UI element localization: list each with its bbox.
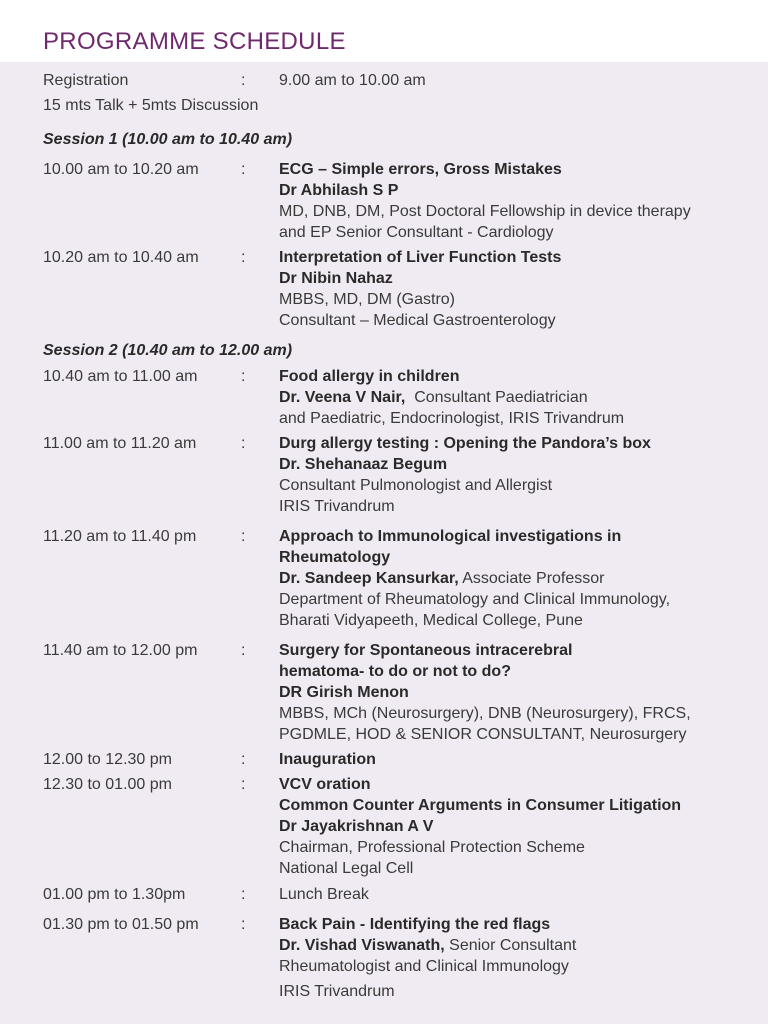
item-detail: [279, 749, 749, 770]
item-detail: [279, 433, 749, 517]
item-detail-line: IRIS Trivandrum: [279, 498, 395, 515]
item-topic: hematoma- to do or not to do?: [279, 663, 511, 680]
item-detail: [279, 159, 749, 243]
item-detail-line: Consultant Pulmonologist and Allergist: [279, 477, 553, 494]
item-topic: Food allergy in children: [279, 368, 460, 385]
item-colon: :: [241, 368, 246, 385]
item-plain-text: Lunch Break: [279, 886, 369, 903]
item-detail-line: and EP Senior Consultant - Cardiology: [279, 224, 554, 241]
item-detail: [279, 640, 749, 745]
item-time: 01.30 pm to 01.50 pm: [43, 916, 199, 933]
item-detail-line: IRIS Trivandrum: [279, 983, 395, 1000]
item-colon: :: [241, 751, 246, 768]
item-colon: :: [241, 776, 246, 793]
item-detail-line: MBBS, MD, DM (Gastro): [279, 291, 456, 308]
item-topic: Durg allergy testing : Opening the Pandora’s box: [279, 435, 651, 452]
session-2-heading: Session 2 (10.40 am to 12.00 am): [43, 342, 293, 359]
item-colon: :: [241, 161, 246, 178]
item-detail: [279, 247, 749, 331]
item-topic: Approach to Immunological investigations in: [279, 528, 622, 545]
item-detail-line: MD, DNB, DM, Post Doctoral Fellowship in device therapy: [279, 203, 691, 220]
item-detail: [279, 366, 749, 429]
item-topic: Interpretation of Liver Function Tests: [279, 249, 562, 266]
item-topic: Rheumatology: [279, 549, 391, 566]
item-detail: [279, 884, 749, 905]
item-speaker: DR Girish Menon: [279, 684, 409, 701]
item-colon: :: [241, 249, 246, 266]
item-speaker: Dr. Veena V Nair,: [279, 389, 406, 406]
item-time: 10.40 am to 11.00 am: [43, 368, 198, 385]
item-topic: VCV oration: [279, 776, 371, 793]
item-colon: :: [241, 435, 246, 452]
item-speaker: Dr. Vishad Viswanath,: [279, 937, 445, 954]
talk-note: 15 mts Talk + 5mts Discussion: [43, 97, 259, 114]
item-speaker-suffix: Consultant Paediatrician: [405, 389, 588, 406]
session-1-heading: Session 1 (10.00 am to 10.40 am): [43, 131, 293, 148]
item-time: 11.00 am to 11.20 am: [43, 435, 197, 452]
item-detail: [279, 526, 749, 631]
item-topic: Surgery for Spontaneous intracerebral: [279, 642, 573, 659]
item-detail-line: MBBS, MCh (Neurosurgery), DNB (Neurosurgery), FRCS,: [279, 705, 691, 722]
item-detail-line: Rheumatologist and Clinical Immunology: [279, 958, 569, 975]
item-topic: Back Pain - Identifying the red flags: [279, 916, 551, 933]
item-detail-line: Chairman, Professional Protection Scheme: [279, 839, 585, 856]
item-detail-line: PGDMLE, HOD & SENIOR CONSULTANT, Neurosurgery: [279, 726, 687, 743]
item-detail: [279, 914, 749, 1002]
item-time: 11.20 am to 11.40 pm: [43, 528, 197, 545]
item-detail-line: Consultant – Medical Gastroenterology: [279, 312, 556, 329]
item-detail-line: and Paediatric, Endocrinologist, IRIS Trivandrum: [279, 410, 625, 427]
item-speaker-suffix: Associate Professor: [458, 570, 605, 587]
item-speaker: Dr. Shehanaaz Begum: [279, 456, 448, 473]
item-time: 10.00 am to 10.20 am: [43, 161, 199, 178]
registration-time: 9.00 am to 10.00 am: [279, 72, 426, 89]
item-time: 11.40 am to 12.00 pm: [43, 642, 198, 659]
item-speaker: Dr Jayakrishnan A V: [279, 818, 434, 835]
item-speaker: Dr Nibin Nahaz: [279, 270, 393, 287]
item-time: 12.30 to 01.00 pm: [43, 776, 172, 793]
item-time: 12.00 to 12.30 pm: [43, 751, 172, 768]
registration-colon: :: [241, 72, 246, 89]
item-topic: ECG – Simple errors, Gross Mistakes: [279, 161, 562, 178]
item-detail-line: Bharati Vidyapeeth, Medical College, Pune: [279, 612, 583, 629]
item-time: 10.20 am to 10.40 am: [43, 249, 199, 266]
item-speaker-suffix: Senior Consultant: [444, 937, 577, 954]
item-speaker: Dr Abhilash S P: [279, 182, 399, 199]
item-detail-line: National Legal Cell: [279, 860, 414, 877]
item-colon: :: [241, 886, 246, 903]
item-speaker: Dr. Sandeep Kansurkar,: [279, 570, 459, 587]
item-time: 01.00 pm to 1.30pm: [43, 886, 186, 903]
item-colon: :: [241, 642, 246, 659]
item-detail: [279, 774, 749, 879]
item-topic: Inauguration: [279, 751, 376, 768]
page-title: PROGRAMME SCHEDULE: [43, 28, 346, 55]
item-detail-line: Department of Rheumatology and Clinical Immunology,: [279, 591, 671, 608]
item-colon: :: [241, 528, 246, 545]
item-topic: Common Counter Arguments in Consumer Litigation: [279, 797, 682, 814]
item-colon: :: [241, 916, 246, 933]
registration-label: Registration: [43, 72, 129, 89]
